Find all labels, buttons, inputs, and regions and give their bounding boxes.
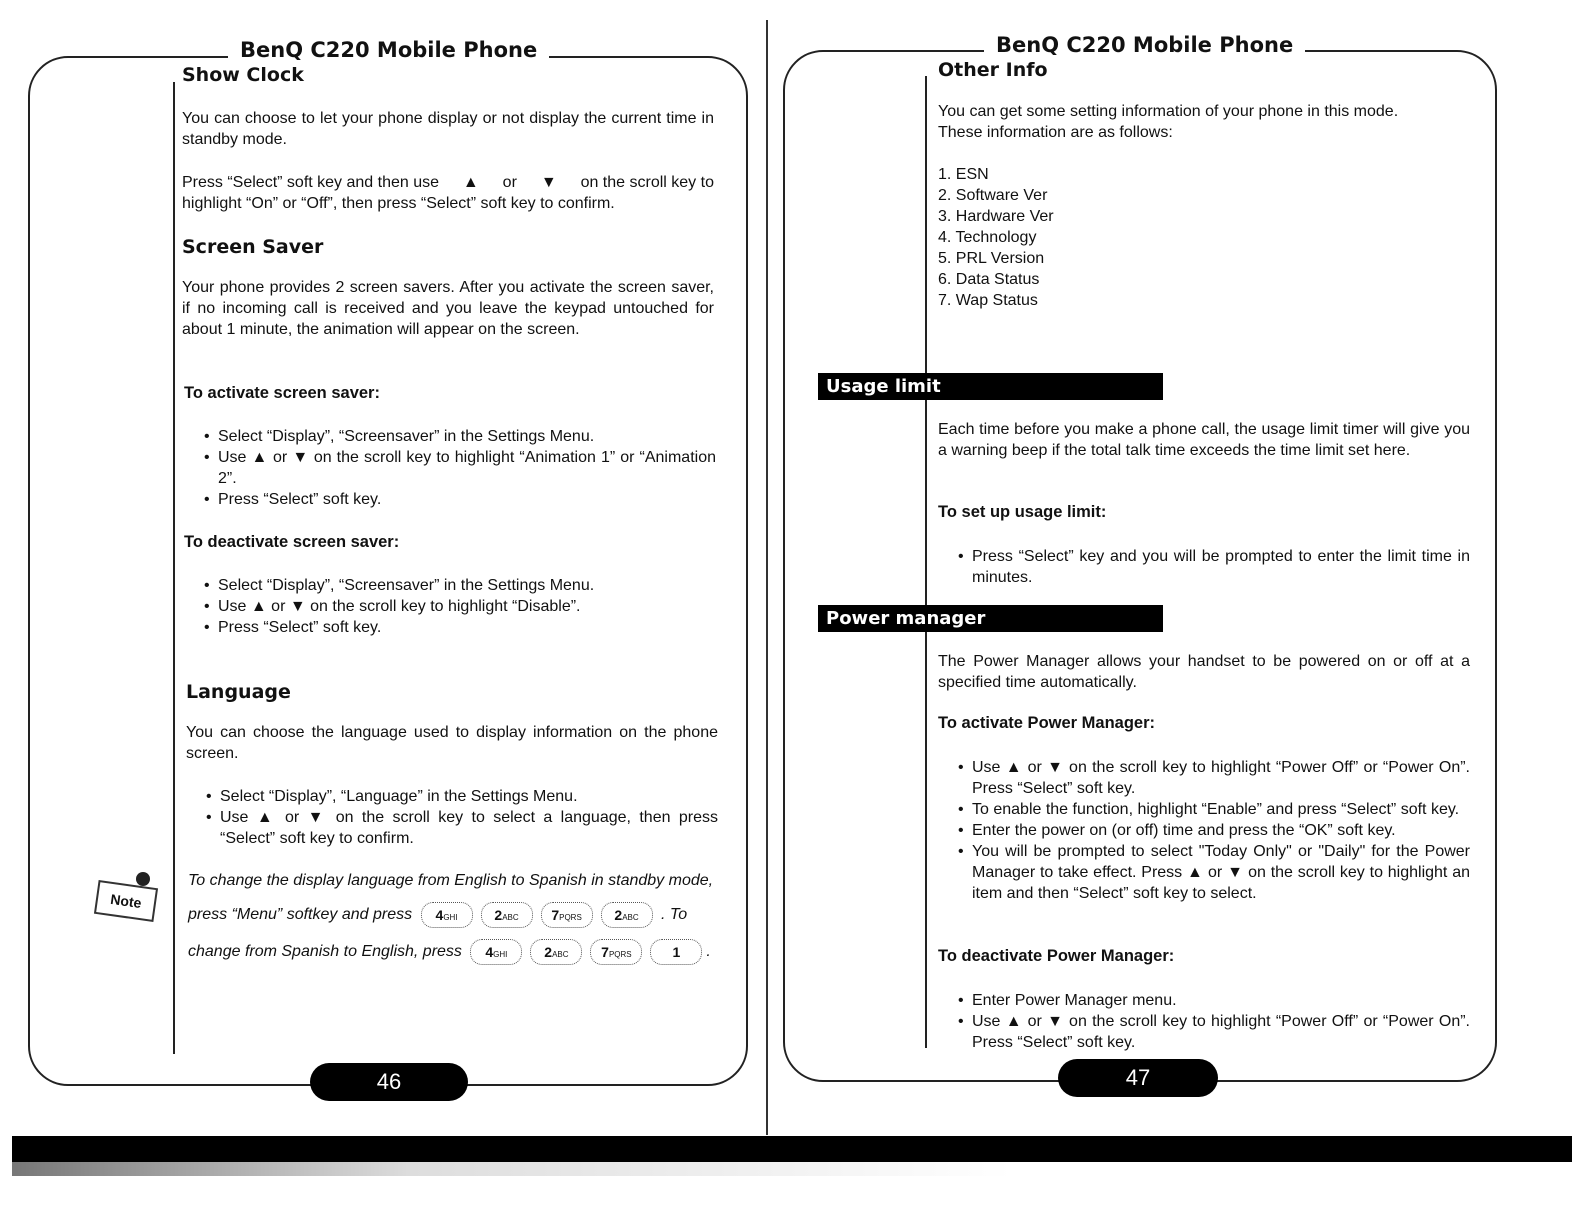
show-clock-instruction-line2: highlight “On” or “Off”, then press “Select” soft key to confirm.: [182, 195, 615, 212]
keypad-key-2: 2ABC: [530, 939, 582, 965]
other-info-paragraph-line2: These information are as follows:: [938, 124, 1173, 141]
list-item: 4. Technology: [938, 229, 1037, 246]
other-info-paragraph-line1: You can get some setting information of your phone in this mode.: [938, 103, 1399, 120]
list-item: • Use ▲ or ▼ on the scroll key to select a language, then press “Select” soft key to confirm.: [206, 807, 718, 849]
note-line-3: [188, 932, 711, 971]
scan-bottom-strip: [12, 1136, 1572, 1162]
language-list: [206, 786, 718, 849]
note-text: change from Spanish to English, press: [188, 943, 462, 960]
list-item: 6. Data Status: [938, 271, 1040, 288]
list-item: 3. Hardware Ver: [938, 208, 1054, 225]
activate-power-manager-list: [958, 757, 1470, 904]
list-item: • To enable the function, highlight “Enable” and press “Select” soft key.: [958, 799, 1470, 820]
instruction-or: or: [502, 174, 517, 191]
power-manager-paragraph: The Power Manager allows your handset to be powered on or off at a specified time automatically.: [938, 653, 1470, 691]
list-item: 1. ESN: [938, 166, 989, 183]
list-item: • Press “Select” key and you will be prompted to enter the limit time in minutes.: [958, 546, 1470, 588]
left-margin-rule: [173, 82, 175, 1054]
usage-limit-section-bar: Usage limit: [818, 373, 1163, 400]
deactivate-power-manager-list: [958, 990, 1470, 1053]
list-item: • Use ▲ or ▼ on the scroll key to highlight “Power Off” or “Power On”. Press “Select” soft key.: [958, 1011, 1470, 1053]
activate-screen-saver-heading: To activate screen saver:: [184, 384, 380, 402]
note-line-1: To change the display language from English to Spanish in standby mode,: [188, 872, 714, 889]
keypad-key-2: 2ABC: [481, 902, 533, 928]
list-item: • Press “Select” soft key.: [204, 617, 716, 638]
power-manager-section-bar: Power manager: [818, 605, 1163, 632]
deactivate-power-manager-heading: To deactivate Power Manager:: [938, 947, 1175, 965]
usage-limit-list: [958, 546, 1470, 588]
usage-limit-paragraph: Each time before you make a phone call, the usage limit timer will give you a warning beep if the total talk time exceeds the time limit set here.: [938, 421, 1470, 459]
note-text: .: [706, 943, 711, 960]
instruction-text: on the scroll key to: [580, 174, 714, 191]
pushpin-icon: [136, 872, 150, 886]
list-item: • Select “Display”, “Screensaver” in the Settings Menu.: [204, 426, 716, 447]
spread-divider: [766, 20, 768, 1135]
show-clock-instruction-line1: [182, 172, 714, 193]
keypad-key-1: 1: [650, 939, 702, 965]
screen-saver-heading: Screen Saver: [182, 236, 324, 258]
instruction-text: Press “Select” soft key and then use: [182, 174, 440, 191]
keypad-key-7: 7PQRS: [541, 902, 593, 928]
list-item: • Use ▲ or ▼ on the scroll key to highlight “Animation 1” or “Animation 2”.: [204, 447, 716, 489]
list-item: • Use ▲ or ▼ on the scroll key to highlight “Power Off” or “Power On”. Press “Select” soft key.: [958, 757, 1470, 799]
show-clock-heading: Show Clock: [182, 64, 304, 86]
keypad-key-2: 2ABC: [601, 902, 653, 928]
list-item: 2. Software Ver: [938, 187, 1048, 204]
note-text: press “Menu” softkey and press: [188, 906, 413, 923]
note-badge: Note: [94, 880, 158, 922]
deactivate-screen-saver-list: [204, 575, 716, 638]
keypad-key-7: 7PQRS: [590, 939, 642, 965]
right-page-header: BenQ C220 Mobile Phone: [984, 33, 1305, 57]
language-paragraph: You can choose the language used to display information on the phone screen.: [186, 724, 718, 762]
set-up-usage-limit-heading: To set up usage limit:: [938, 503, 1107, 521]
other-info-heading: Other Info: [938, 59, 1048, 81]
list-item: 7. Wap Status: [938, 292, 1038, 309]
list-item: • You will be prompted to select "Today Only" or "Daily" for the Power Manager to take effect. Press ▲ or ▼ on the scroll key to highlight an item and then “Select” soft key to select.: [958, 841, 1470, 904]
list-item: • Enter Power Manager menu.: [958, 990, 1470, 1011]
keypad-key-4: 4GHI: [470, 939, 522, 965]
left-page-number: 46: [310, 1063, 468, 1101]
note-text: . To: [661, 906, 688, 923]
language-heading: Language: [186, 681, 291, 703]
show-clock-paragraph: You can choose to let your phone display or not display the current time in standby mode.: [182, 110, 714, 148]
list-item: • Select “Display”, “Language” in the Settings Menu.: [206, 786, 718, 807]
scan-bottom-shadow: [12, 1162, 1012, 1176]
list-item: 5. PRL Version: [938, 250, 1045, 267]
list-item: • Press “Select” soft key.: [204, 489, 716, 510]
list-item: • Select “Display”, “Screensaver” in the Settings Menu.: [204, 575, 716, 596]
activate-screen-saver-list: [204, 426, 716, 510]
activate-power-manager-heading: To activate Power Manager:: [938, 714, 1156, 732]
other-info-list: [938, 164, 1054, 311]
keypad-key-4: 4GHI: [421, 902, 473, 928]
down-arrow-icon: ▼: [540, 174, 557, 191]
note-line-2: [188, 895, 687, 934]
up-arrow-icon: ▲: [462, 174, 479, 191]
list-item: • Enter the power on (or off) time and press the “OK” soft key.: [958, 820, 1470, 841]
screen-saver-paragraph: Your phone provides 2 screen savers. After you activate the screen saver, if no incoming call is received and you leave the keypad untouched for about 1 minute, the animation will appear on the screen.: [182, 279, 714, 338]
right-page-number: 47: [1058, 1059, 1218, 1097]
right-margin-rule: [925, 76, 927, 1048]
left-page-header: BenQ C220 Mobile Phone: [228, 38, 549, 62]
list-item: • Use ▲ or ▼ on the scroll key to highlight “Disable”.: [204, 596, 716, 617]
deactivate-screen-saver-heading: To deactivate screen saver:: [184, 533, 400, 551]
